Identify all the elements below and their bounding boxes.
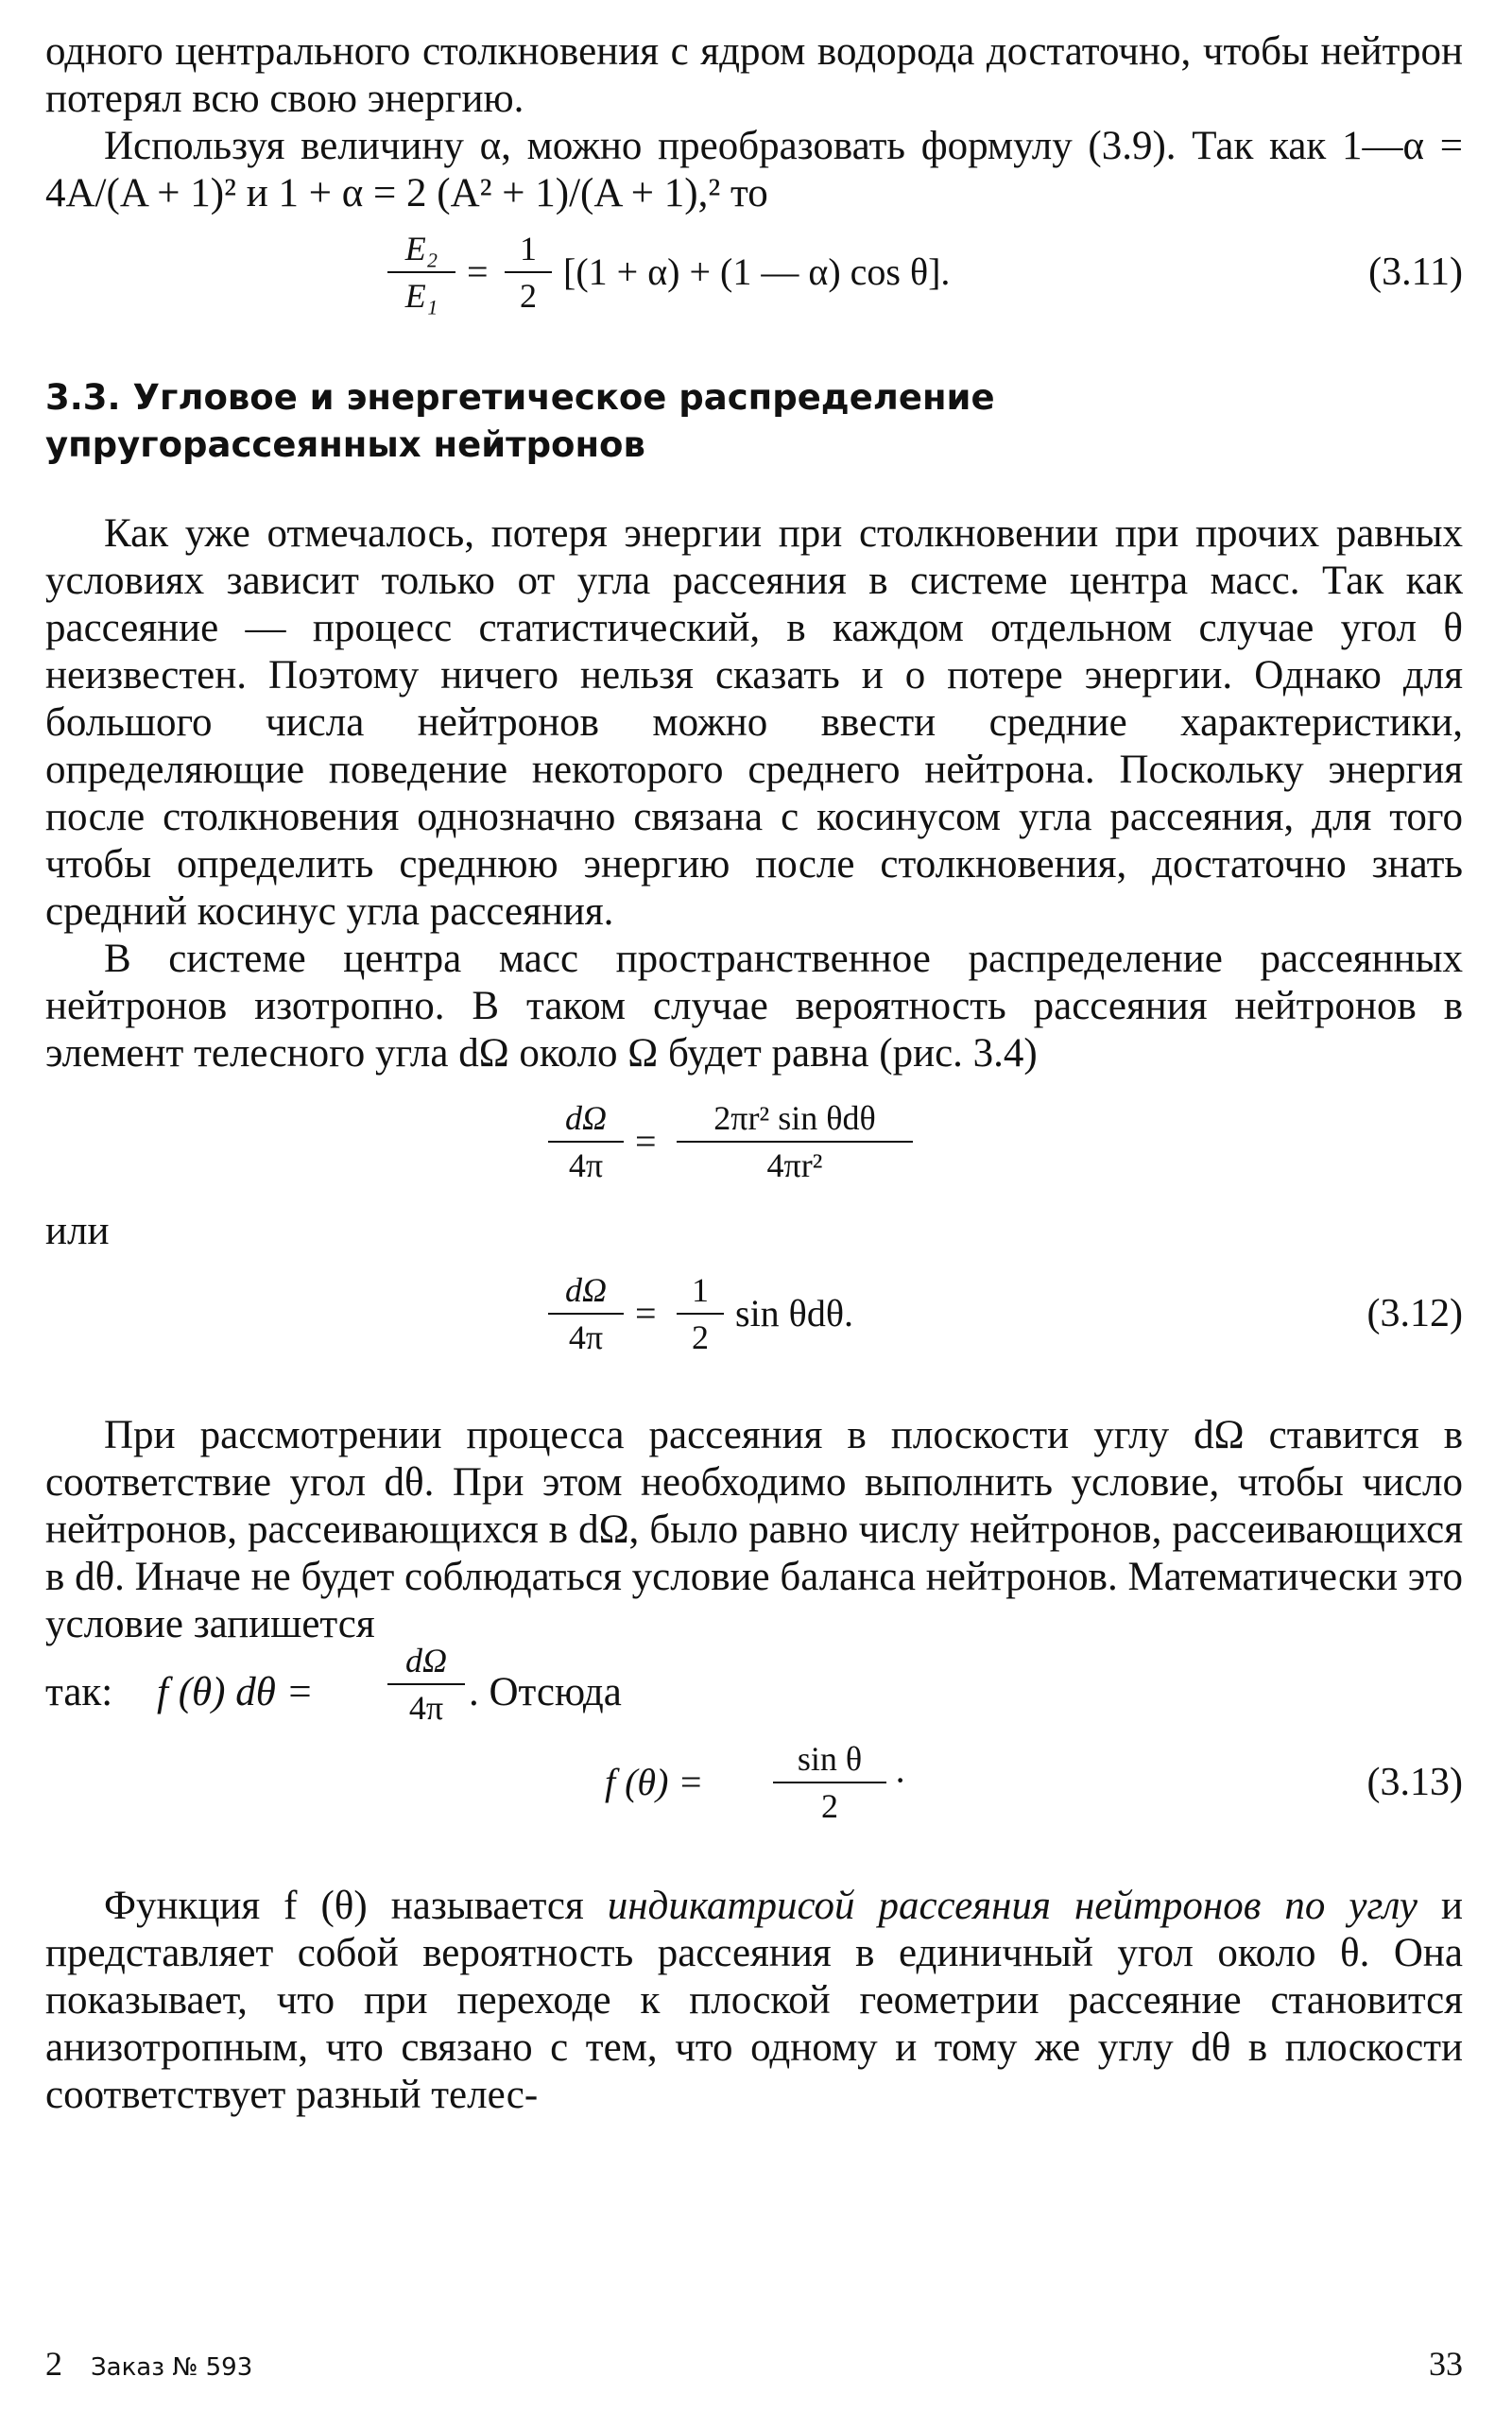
numerator: 2πr² sin θdθ (713, 1099, 876, 1137)
fraction-one-half (677, 1270, 724, 1357)
numerator: sin θ (797, 1740, 863, 1778)
equation-lhs: f (θ) = (605, 1761, 704, 1803)
text-function: Функция f (θ) называется (104, 1884, 584, 1928)
fraction-sphere (677, 1098, 913, 1185)
equation-3-11 (45, 221, 1463, 333)
text-f-theta: f (θ) dθ = (157, 1670, 314, 1714)
inline-fraction (387, 1641, 465, 1728)
paragraph-indicatrix (45, 1883, 1463, 2119)
text-tak: так: (45, 1670, 113, 1714)
word-or: или (45, 1209, 110, 1253)
denominator: E₁ (404, 277, 438, 315)
equals-sign: = (635, 1292, 657, 1335)
numerator: 1 (692, 1271, 709, 1309)
equals-sign: = (467, 250, 489, 293)
fraction-e2-e1 (387, 229, 455, 316)
denominator: 4π (568, 1146, 604, 1184)
sheet-number: 2 (45, 2345, 62, 2383)
line-inline-fraction (45, 1642, 1463, 1727)
dot: · (894, 1759, 907, 1801)
paragraph-alpha: Используя величину α, можно преобразовать формулу (3.9). Так как 1—α = 4A/(A + 1)² и 1 + α = 2 (A² + 1)/(A + 1),² то (45, 124, 1463, 215)
equation-rhs: [(1 + α) + (1 — α) cos θ]. (563, 250, 951, 293)
numerator: 1 (520, 230, 537, 267)
denominator: 2 (692, 1318, 709, 1356)
equation-number: (3.13) (1366, 1761, 1463, 1804)
denominator: 2 (520, 277, 537, 315)
section-title-line-1: 3.3. Угловое и энергетическое распределение (45, 377, 995, 418)
section-heading (45, 374, 1463, 469)
paragraph-plane-scattering: При рассмотрении процесса рассеяния в плоскости углу dΩ ставится в соответствие угол dθ. При этом необходимо выполнить условие, чтобы число нейтронов, рассеивающихся в dΩ, было равно числу нейтронов, рассеивающихся в dθ. Иначе не будет соблюдаться условие баланса нейтронов. Математически это условие запишется (45, 1413, 1463, 1646)
numerator: dΩ (564, 1271, 608, 1309)
text-indicatrix-rest: и представляет собой вероятность рассеяния в единичный угол около θ. Она показывает, что при переходе к плоской геометрии рассеяние становится анизотропным, что связано с тем, что одному и тому же углу dθ в плоскости соответствует разный телес- (45, 1884, 1464, 2117)
numerator: dΩ (404, 1642, 448, 1679)
fraction-domega-4pi (548, 1270, 624, 1357)
equation-3-13 (45, 1731, 1463, 1843)
equation-number: (3.12) (1366, 1292, 1463, 1335)
fraction-sin-half (773, 1739, 886, 1826)
text-otsyuda: . Отсюда (469, 1670, 622, 1714)
denominator: 4π (568, 1318, 604, 1356)
paragraph-continued: одного центрального столкновения с ядром водорода достаточно, чтобы нейтрон потерял всю свою энергию. (45, 29, 1463, 121)
denominator: 4πr² (766, 1146, 823, 1184)
equation-rhs: sin θdθ. (735, 1292, 853, 1335)
equation-solid-angle (45, 1091, 1463, 1202)
footer-left (45, 2344, 252, 2384)
numerator: dΩ (564, 1099, 608, 1137)
section-title-line-2: упругорассеянных нейтронов (45, 424, 645, 465)
fraction-domega-4pi (548, 1098, 624, 1185)
equals-sign: = (635, 1120, 657, 1162)
paragraph-isotropic: В системе центра масс пространственное распределение рассеянных нейтронов изотропно. В таком случае вероятность рассеяния нейтронов в элемент телесного угла dΩ около Ω будет равна (рис. 3.4) (45, 937, 1463, 1076)
order-label: Заказ № 593 (91, 2353, 253, 2382)
fraction-one-half (505, 229, 552, 316)
page-footer (45, 2344, 1463, 2401)
term-indicatrix: индикатрисой рассеяния нейтронов по углу (607, 1884, 1418, 1928)
page (45, 28, 1463, 2119)
equation-number: (3.11) (1368, 250, 1463, 294)
numerator: E₂ (404, 230, 438, 267)
denominator: 4π (408, 1689, 444, 1727)
equation-3-12 (45, 1263, 1463, 1374)
page-number: 33 (1429, 2345, 1463, 2383)
paragraph-energy-loss: Как уже отмечалось, потеря энергии при столкновении при прочих равных условиях зависит только от угла рассеяния в системе центра масс. Так как рассеяние — процесс статистический, в каждом отдельном случае угол θ неизвестен. Поэтому ничего нельзя сказать и о потере энергии. Однако для большого числа нейтронов можно ввести средние характеристики, определяющие поведение некоторого среднего нейтрона. Поскольку энергия после столкновения однозначно связана с косинусом угла рассеяния, для того чтобы определить среднюю энергию после столкновения, достаточно знать средний косинус угла рассеяния. (45, 511, 1463, 934)
denominator: 2 (821, 1787, 838, 1825)
